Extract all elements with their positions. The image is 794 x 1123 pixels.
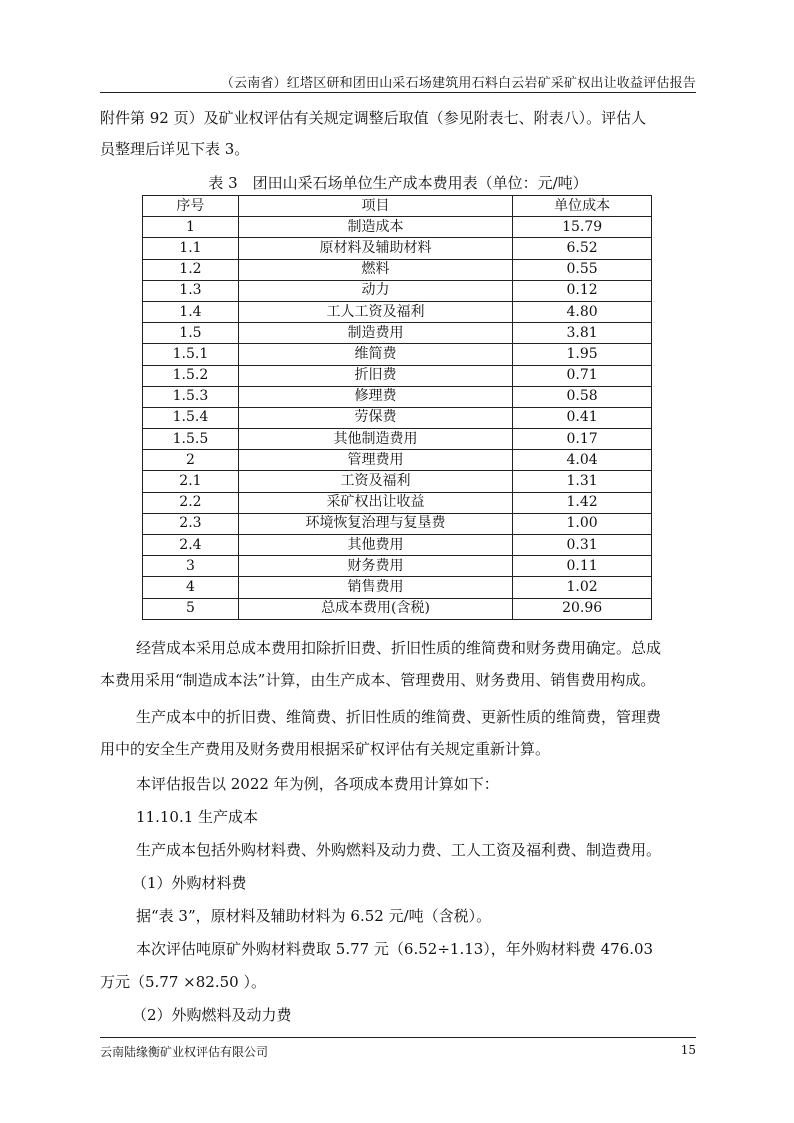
unit-cost-table [142, 195, 652, 620]
paragraph-3: 本评估报告以 2022 年为例，各项成本费用计算如下： [136, 775, 499, 793]
row-index: 3 [143, 556, 239, 577]
table-row [143, 556, 652, 577]
row-unit-cost: 0.17 [513, 429, 652, 450]
table-row [143, 407, 652, 428]
row-unit-cost: 3.81 [513, 323, 652, 344]
table-row [143, 598, 652, 619]
row-index: 1.5.3 [143, 386, 239, 407]
row-index: 2.3 [143, 513, 239, 534]
row-unit-cost: 6.52 [513, 238, 652, 259]
paragraph-2-line-2: 用中的安全生产费用及财务费用根据采矿权评估有关规定重新计算。 [100, 740, 551, 758]
row-index: 1.3 [143, 280, 239, 301]
row-index: 2.1 [143, 471, 239, 492]
row-item: 财务费用 [238, 556, 512, 577]
intro-line-2: 员整理后详见下表 3。 [100, 140, 250, 158]
section-heading: 11.10.1 生产成本 [136, 808, 259, 826]
header-index: 序号 [143, 196, 239, 217]
row-index: 2.4 [143, 535, 239, 556]
table-row [143, 513, 652, 534]
row-item: 制造费用 [238, 323, 512, 344]
row-item: 原材料及辅助材料 [238, 238, 512, 259]
table-row [143, 535, 652, 556]
row-index: 1.5.5 [143, 429, 239, 450]
row-unit-cost: 0.58 [513, 386, 652, 407]
row-index: 1.2 [143, 259, 239, 280]
table-row [143, 344, 652, 365]
row-item: 动力 [238, 280, 512, 301]
row-item: 折旧费 [238, 365, 512, 386]
subheading-1: （1）外购材料费 [132, 874, 247, 892]
row-index: 1.4 [143, 301, 239, 322]
table-row [143, 259, 652, 280]
row-index: 2.2 [143, 492, 239, 513]
row-index: 2 [143, 450, 239, 471]
table-row [143, 492, 652, 513]
row-unit-cost: 0.71 [513, 365, 652, 386]
table-row [143, 217, 652, 238]
row-unit-cost: 1.00 [513, 513, 652, 534]
row-index: 1.5 [143, 323, 239, 344]
row-unit-cost: 4.80 [513, 301, 652, 322]
row-unit-cost: 20.96 [513, 598, 652, 619]
table-body [143, 217, 652, 620]
row-unit-cost: 1.95 [513, 344, 652, 365]
paragraph-6-line-2: 万元（5.77 ×82.50 ）。 [100, 973, 266, 991]
paragraph-1-line-1: 经营成本采用总成本费用扣除折旧费、折旧性质的维简费和财务费用确定。总成 [136, 639, 662, 657]
row-item: 其他制造费用 [238, 429, 512, 450]
row-unit-cost: 0.55 [513, 259, 652, 280]
row-index: 5 [143, 598, 239, 619]
paragraph-2-line-1: 生产成本中的折旧费、维简费、折旧性质的维简费、更新性质的维简费，管理费 [136, 708, 662, 726]
row-index: 1 [143, 217, 239, 238]
row-unit-cost: 1.42 [513, 492, 652, 513]
row-item: 销售费用 [238, 577, 512, 598]
table-row [143, 471, 652, 492]
row-unit-cost: 1.31 [513, 471, 652, 492]
row-item: 总成本费用(含税) [238, 598, 512, 619]
row-index: 4 [143, 577, 239, 598]
header-item: 项目 [238, 196, 512, 217]
row-item: 管理费用 [238, 450, 512, 471]
table-row [143, 429, 652, 450]
row-index: 1.5.2 [143, 365, 239, 386]
paragraph-1-line-2: 本费用采用“制造成本法”计算，由生产成本、管理费用、财务费用、销售费用构成。 [100, 671, 656, 689]
table-row [143, 577, 652, 598]
row-item: 工人工资及福利 [238, 301, 512, 322]
header-unit-cost: 单位成本 [513, 196, 652, 217]
row-item: 环境恢复治理与复垦费 [238, 513, 512, 534]
intro-line-1: 附件第 92 页）及矿业权评估有关规定调整后取值（参见附表七、附表八）。评估人 [100, 109, 647, 127]
row-index: 1.1 [143, 238, 239, 259]
subheading-2: （2）外购燃料及动力费 [132, 1006, 292, 1024]
paragraph-5: 据“表 3”，原材料及辅助材料为 6.52 元/吨（含税）。 [136, 907, 492, 925]
table-caption: 表 3 团田山采石场单位生产成本费用表（单位：元/吨） [208, 174, 588, 192]
table-row [143, 386, 652, 407]
row-unit-cost: 0.11 [513, 556, 652, 577]
table-row [143, 450, 652, 471]
row-item: 采矿权出让收益 [238, 492, 512, 513]
page-number: 15 [680, 1043, 696, 1057]
row-unit-cost: 0.31 [513, 535, 652, 556]
table-row [143, 323, 652, 344]
row-item: 劳保费 [238, 407, 512, 428]
table-row [143, 301, 652, 322]
page-header: （云南省）红塔区研和团田山采石场建筑用石料白云岩矿采矿权出让收益评估报告 [220, 76, 696, 91]
row-item: 修理费 [238, 386, 512, 407]
row-index: 1.5.1 [143, 344, 239, 365]
row-item: 工资及福利 [238, 471, 512, 492]
table-row [143, 238, 652, 259]
row-item: 制造成本 [238, 217, 512, 238]
row-item: 其他费用 [238, 535, 512, 556]
row-unit-cost: 0.12 [513, 280, 652, 301]
table-row [143, 280, 652, 301]
paragraph-4: 生产成本包括外购材料费、外购燃料及动力费、工人工资及福利费、制造费用。 [136, 841, 662, 859]
table-header-row [143, 196, 652, 217]
row-item: 维简费 [238, 344, 512, 365]
row-unit-cost: 1.02 [513, 577, 652, 598]
footer-divider [100, 1037, 696, 1038]
paragraph-6-line-1: 本次评估吨原矿外购材料费取 5.77 元（6.52÷1.13），年外购材料费 476.03 [136, 940, 654, 958]
row-unit-cost: 4.04 [513, 450, 652, 471]
row-item: 燃料 [238, 259, 512, 280]
row-unit-cost: 15.79 [513, 217, 652, 238]
header-divider [100, 92, 696, 93]
row-index: 1.5.4 [143, 407, 239, 428]
footer-company: 云南陆缘衡矿业权评估有限公司 [100, 1045, 269, 1059]
table-row [143, 365, 652, 386]
row-unit-cost: 0.41 [513, 407, 652, 428]
